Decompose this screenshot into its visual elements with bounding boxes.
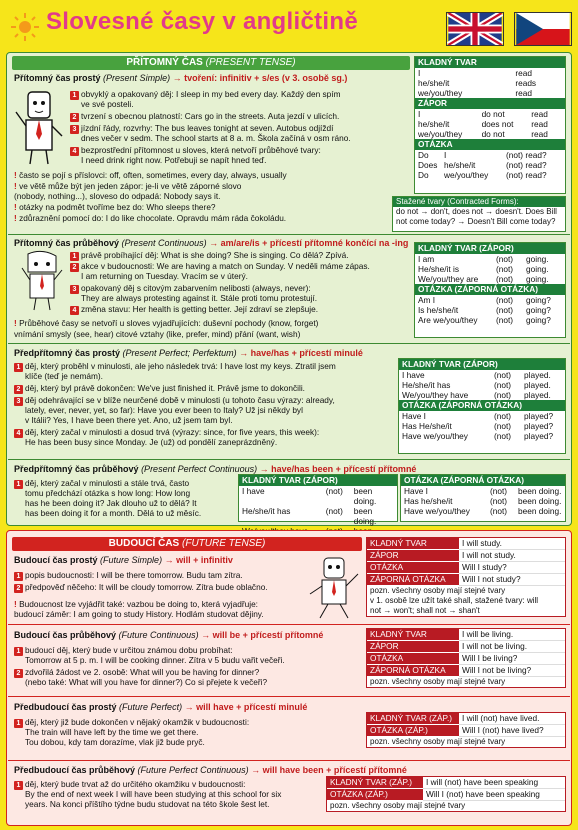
- present-simple-rule-3: 3 jízdní řády, rozvrhy: The bus leaves tonight at seven. Autobus odjíždí: [70, 123, 333, 134]
- czech-flag-icon: [514, 12, 572, 46]
- present-simple-rule-2: 2 tvrzení s obecnou platností: Cars go in the streets. Auta jezdí v ulicích.: [70, 111, 339, 122]
- contracted-forms-box: Stažené tvary (Contracted Forms): do not → don't, does not → doesn't. Does Bill not come today? → Doesn't Bill come today?: [392, 196, 566, 232]
- present-perfect-continuous-rule-1d: has been doing it for a month. Dělá to už měsíc.: [25, 508, 202, 518]
- present-perfect-rule-3b: lately, ever, never, yet, so far): Have you ever been to Italy? Už jsi někdy byl: [25, 405, 303, 415]
- future-perfect-continuous-heading: Předbudoucí čas průběhový (Future Perfect Continuous) → will have been + přícestí přítomné: [14, 765, 407, 775]
- future-perfect-rule-1: 1 děj, který již bude dokončen v nějaký okamžik v budoucnosti:: [14, 717, 249, 728]
- future-perfect-rule-1b: The train will have left by the time we get there.: [25, 727, 199, 737]
- present-simple-note-1: ! často se pojí s příslovci: off, often, sometimes, every day, always, usually: [14, 170, 287, 180]
- present-continuous-rule-3b: They are always protesting against it. Stále proti tomu protestují.: [81, 293, 318, 303]
- future-continuous-table: KLADNÝ TVAR I will be living. ZÁPOR I will not be living. OTÁZKA Will I be living? ZÁPORNÁ OTÁZKA Will I not be living? pozn. všechny osoby mají stejné tvary: [366, 628, 566, 688]
- future-simple-rule-1: 1 popis budoucnosti: I will be there tomorrow. Budu tam zítra.: [14, 570, 243, 581]
- present-continuous-rule-1: 1 právě probíhající děj: What is she doing? She is singing. Co dělá? Zpívá.: [70, 250, 349, 261]
- present-simple-note-2b: (nobody, nothing...), sloveso do odpadá: Nobody says it.: [14, 191, 221, 201]
- future-simple-note-1b: budoucí záměr: I am going to study History. Hodlám studovat dějiny.: [14, 609, 264, 619]
- present-tense-bar: PŘÍTOMNÝ ČAS (PRESENT TENSE): [12, 56, 410, 70]
- present-simple-rule-4b: I need drink right now. Potřebuji se napít hned teď.: [81, 155, 267, 165]
- future-perfect-continuous-rule-1b: By the end of next week I will have been studying at this school for six: [25, 789, 282, 799]
- uk-flag-icon: [446, 12, 504, 46]
- present-simple-note-2: ! ve větě může být jen jeden zápor: je-li ve větě záporné slovo: [14, 181, 242, 191]
- present-simple-rule-4: 4 bezprostřední přítomnost u sloves, která netvoří průběhové tvary:: [70, 145, 321, 156]
- present-simple-heading: Přítomný čas prostý (Present Simple) → tvoření: infinitiv + s/es (v 3. osobě sg.): [14, 73, 348, 83]
- present-perfect-table: KLADNÝ TVAR (ZÁPOR) I have (not) played. He/she/it has (not) played. We/you/they have (not) played. OTÁZKA (ZÁPORNÁ OTÁZKA) Have I (not) played? Has He/she/it (not) played? Have we/you/they (not) played?: [398, 358, 566, 454]
- businessman-cartoon-icon: [12, 88, 68, 166]
- present-perfect-continuous-rule-1: 1 děj, který začal v minulosti a stále trvá, často: [14, 478, 189, 489]
- table-header: OTÁZKA: [415, 139, 565, 150]
- page-title: Slovesné časy v angličtině: [46, 8, 358, 35]
- present-simple-rule-3b: dnes večer v sedm. The school starts at 8 a. m. Škola začíná v osm ráno.: [81, 133, 351, 143]
- future-perfect-rule-1c: Tou dobou, kdy tam dorazíme, vlak již bude pryč.: [25, 737, 205, 747]
- future-continuous-heading: Budoucí čas průběhový (Future Continuous) → will be + přícestí přítomné: [14, 630, 324, 640]
- present-perfect-continuous-rule-1c: has he been doing it? Jak dlouho už to dělá? It: [25, 498, 197, 508]
- future-simple-rule-2: 2 předpověď něčeho: It will be cloudy tomorrow. Zítra bude oblačno.: [14, 582, 268, 593]
- table-header: ZÁPOR: [415, 98, 565, 109]
- present-continuous-note-1b: vnímání smysly (see, hear) citové vztahy (like, prefer, mind) přání (want, wish): [14, 329, 301, 339]
- future-perfect-table: KLADNÝ TVAR (ZÁP.) I will (not) have lived. OTÁZKA (ZÁP.) Will I (not) have lived? pozn. všechny osoby mají stejné tvary: [366, 712, 566, 748]
- sun-logo-icon: [10, 12, 40, 42]
- present-perfect-rule-4: 4 děj, který začal v minulosti a dosud trvá (výrazy: since, for five years, this week):: [14, 427, 319, 438]
- future-tense-bar: BUDOUCÍ ČAS (FUTURE TENSE): [12, 537, 362, 551]
- present-simple-rule-1: 1 obvyklý a opakovaný děj: I sleep in my bed every day. Každý den spím: [70, 89, 341, 100]
- present-perfect-continuous-rule-1b: tomu předchází otázka s how long: How long: [25, 488, 191, 498]
- present-perfect-rule-3c: v Itálii? Yes, I have been there yet. Ano, už jsem tam byl.: [25, 415, 233, 425]
- present-perfect-continuous-table-positive: KLADNÝ TVAR (ZÁPOR) I have (not) been doing. He/she/it has (not) been doing.: [238, 474, 398, 522]
- present-perfect-continuous-table-question: OTÁZKA (ZÁPORNÁ OTÁZKA) Have I (not) been doing. Has he/she/it (not) been doing. Have we/you/they (not) been doing.: [400, 474, 566, 522]
- present-simple-table: KLADNÝ TVAR I read he/she/it reads we/you/they read ZÁPOR I do not read he/she/it does not read we/you/they do not read OTÁZKA Do I (not) read? Does he/she/it (not) read? Do we/you/they (not) read?: [414, 56, 566, 194]
- present-perfect-rule-3: 3 děj odehrávající se v blíže neurčené době v minulosti (u tohoto času výrazy: already,: [14, 395, 335, 406]
- future-perfect-heading: Předbudoucí čas prostý (Future Perfect) → will have + přícestí minulé: [14, 702, 308, 712]
- future-simple-heading: Budoucí čas prostý (Future Simple) → will + infinitiv: [14, 555, 233, 565]
- present-perfect-rule-1b: klíče (teď je nemám).: [25, 371, 103, 381]
- future-perfect-continuous-table: KLADNÝ TVAR (ZÁP.) I will (not) have been speaking OTÁZKA (ZÁP.) Will I (not) have been speaking pozn. všechny osoby mají stejné tvary: [326, 776, 566, 812]
- present-continuous-rule-4: 4 změna stavu: Her health is getting better. Její zdraví se zlepšuje.: [70, 304, 318, 315]
- present-continuous-rule-2: 2 akce v budoucnosti: We are having a match on Sunday. V neděli máme zápas.: [70, 261, 370, 272]
- present-simple-note-4: ! zdůraznění pomocí do: I do like chocolate. Opravdu mám ráda čokoládu.: [14, 213, 287, 223]
- present-perfect-rule-4b: He has been busy since Monday. Je (už) od pondělí zaneprázdněný.: [25, 437, 278, 447]
- future-simple-note-1: ! Budoucnost lze vyjádřit také: vazbou be doing to, která vyjadřuje:: [14, 599, 258, 609]
- present-continuous-table: KLADNÝ TVAR (ZÁPOR) I am (not) going. He/she/it is (not) going. We/you/they are (not) going. OTÁZKA (ZÁPORNÁ OTÁZKA) Am I (not) going? Is he/she/it (not) going? Are we/you/they (not) going?: [414, 242, 566, 338]
- table-header: KLADNÝ TVAR: [415, 57, 565, 68]
- thinking-man-cartoon-icon: [18, 250, 66, 312]
- present-continuous-note-1: ! Průběhové časy se netvoří u sloves vyjadřujících: duševní pochody (know, forget): [14, 318, 319, 328]
- future-continuous-rule-1b: Tomorrow at 5 p. m. I will be cooking dinner. Zítra v 5 budu vařit večeři.: [25, 655, 285, 665]
- future-perfect-continuous-rule-1c: years. Na konci příštího týdne budu studovat na této škole šest let.: [25, 799, 270, 809]
- present-perfect-rule-2: 2 děj, který byl právě dokončen: We've just finished it. Právě jsme to dokončili.: [14, 383, 305, 394]
- future-perfect-continuous-rule-1: 1 děj, který bude trvat až do určitého okamžiku v budoucnosti:: [14, 779, 245, 790]
- present-simple-rule-1b: ve své posteli.: [81, 99, 134, 109]
- present-continuous-heading: Přítomný čas průběhový (Present Continuous) → am/are/is + přícestí přítomné končící na -ing: [14, 238, 409, 248]
- present-continuous-rule-2b: I am returning on Tuesday. Vracím se v úterý.: [81, 271, 248, 281]
- present-perfect-heading: Předpřítomný čas prostý (Present Perfect; Perfektum) → have/has + přícestí minulé: [14, 348, 363, 358]
- future-simple-table: KLADNÝ TVAR I will study. ZÁPOR I will not study. OTÁZKA Will I study? ZÁPORNÁ OTÁZKA Will I not study? pozn. všechny osoby mají stejné tvary v 1. osobě lze užít také shall, stažené tvary: will not → won't; shall not → shan't: [366, 537, 566, 617]
- present-simple-note-3: ! otázky na podmět tvoříme bez do: Who sleeps there?: [14, 202, 216, 212]
- present-perfect-rule-1: 1 děj, který proběhl v minulosti, ale jeho následek trvá: I have lost my keys. Ztratil jsem: [14, 361, 336, 372]
- future-continuous-rule-2b: (nebo také: What will you have for dinner?) Co si přejete k večeři?: [25, 677, 268, 687]
- present-perfect-continuous-heading: Předpřítomný čas průběhový (Present Perfect Continuous) → have/has been + přícestí přítomné: [14, 464, 417, 474]
- running-man-cartoon-icon: [306, 554, 362, 622]
- present-continuous-rule-3: 3 opakovaný děj s citovým zabarvením nelibosti (always, never):: [70, 283, 311, 294]
- future-continuous-rule-1: 1 budoucí děj, který bude v určitou známou dobu probíhat:: [14, 645, 233, 656]
- future-continuous-rule-2: 2 zdvořilá žádost ve 2. osobě: What will you be having for dinner?: [14, 667, 259, 678]
